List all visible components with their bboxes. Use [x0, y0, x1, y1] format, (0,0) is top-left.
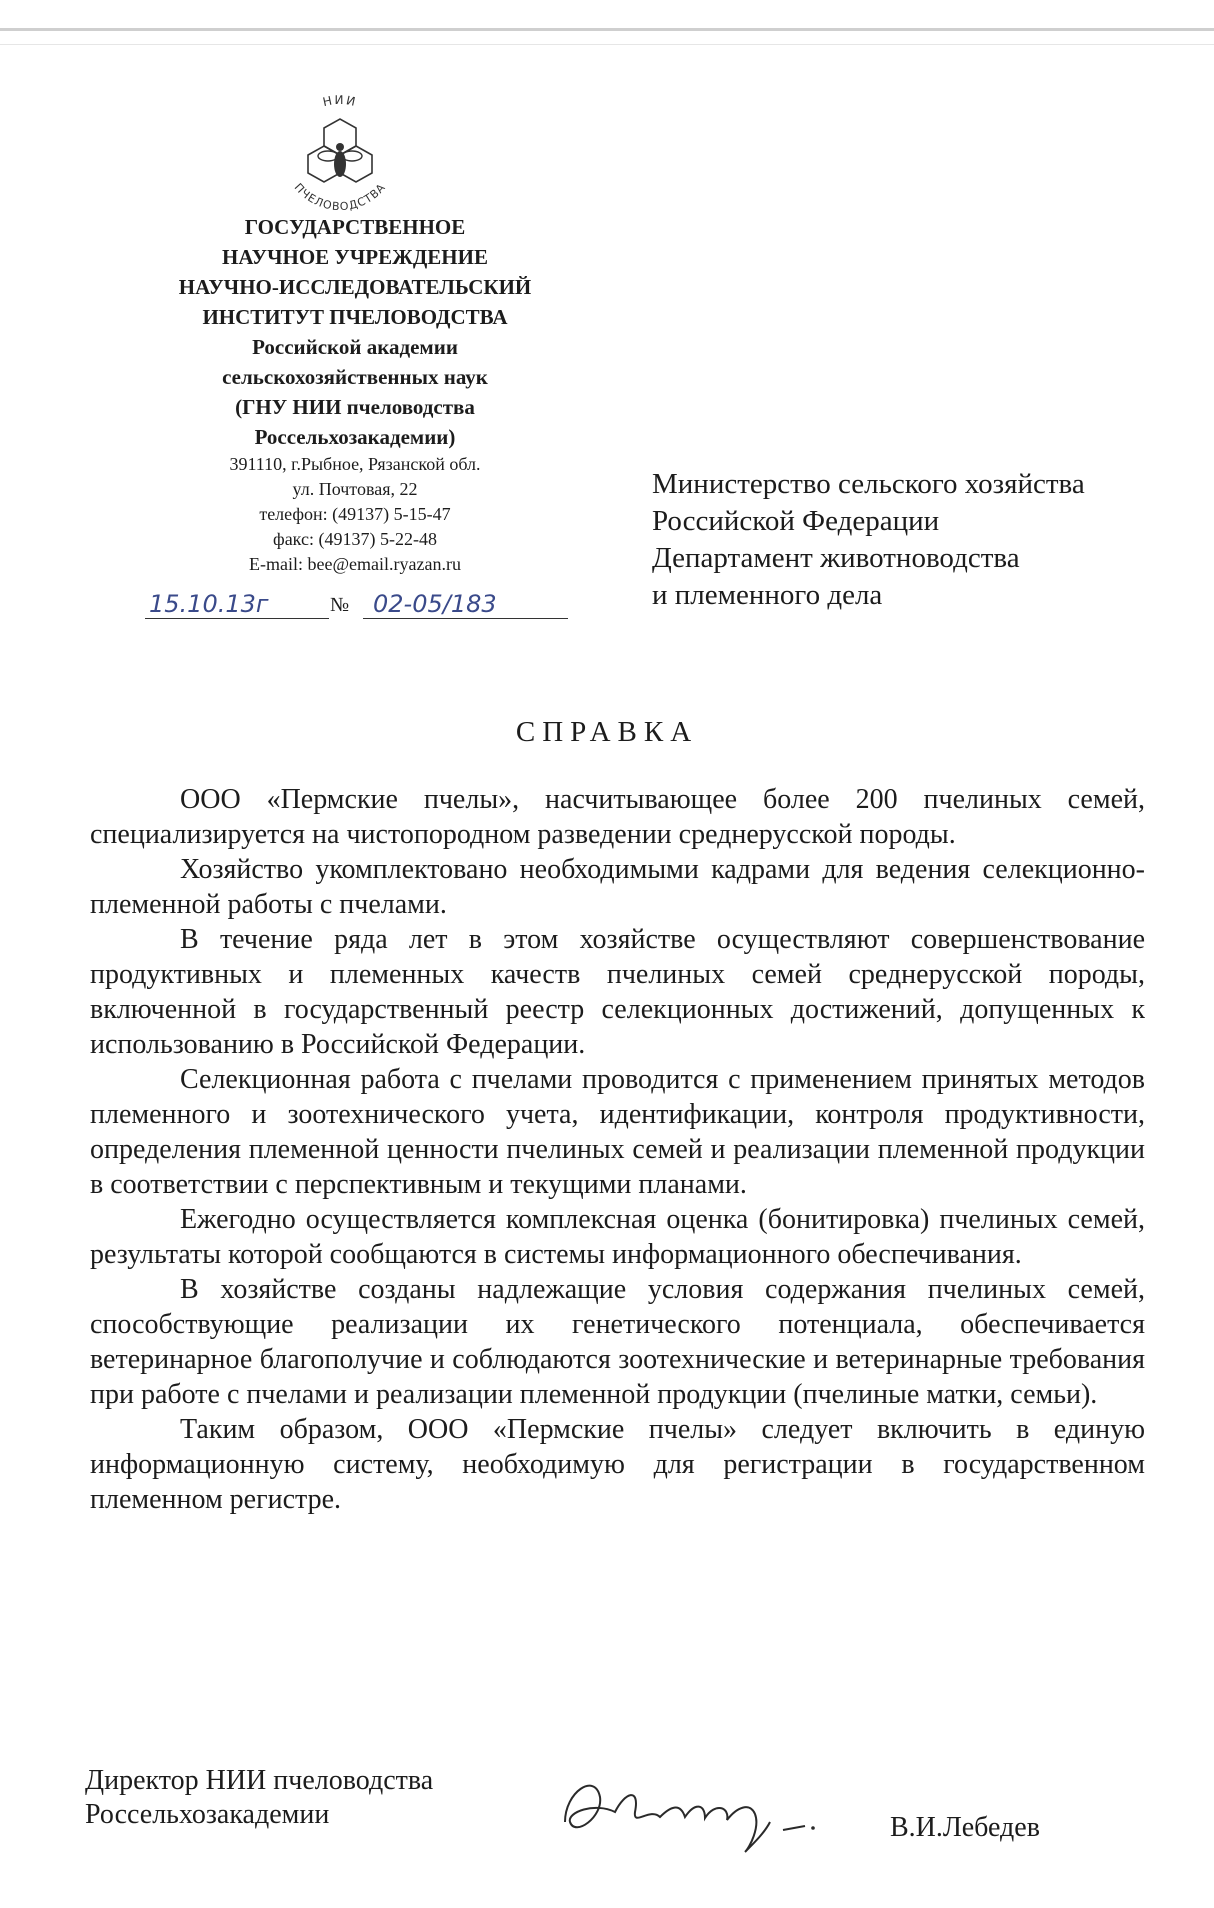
recipient-line: и племенного дела: [652, 579, 883, 611]
handwritten-signature: [555, 1752, 825, 1862]
organization-address: [150, 452, 560, 577]
org-line: ИНСТИТУТ ПЧЕЛОВОДСТВА: [202, 305, 508, 329]
org-line: ГОСУДАРСТВЕННОЕ: [244, 215, 466, 239]
org-line: Россельхозакадемии): [254, 425, 456, 449]
body-paragraph: В течение ряда лет в этом хозяйстве осуществляют совершенствование продуктивных и племенных качеств пчелиных семей среднерусской породы, включенной в государственный реестр селекционных достижений, допущенных к использованию в Российской Федерации.: [90, 924, 1145, 1060]
document-body: [90, 782, 1145, 1517]
signatory-title-line: Директор НИИ пчеловодства: [85, 1765, 434, 1796]
signatory-title: [85, 1764, 433, 1832]
org-line: Российской академии: [252, 335, 458, 359]
body-paragraph: Хозяйство укомплектовано необходимыми кадрами для ведения селекционно-племенной работы с пчелами.: [90, 854, 1145, 920]
svg-text:ПЧЕЛОВОДСТВА: ПЧЕЛОВОДСТВА: [291, 180, 389, 214]
body-paragraph: Таким образом, ООО «Пермские пчелы» следует включить в единую информационную систему, необходимую для регистрации в государственном племенном регистре.: [90, 1414, 1145, 1515]
page-edge: [0, 28, 1214, 31]
recipient-line: Департамент животноводства: [652, 542, 1020, 574]
address-line: ул. Почтовая, 22: [292, 479, 418, 499]
recipient-block: [652, 466, 1172, 614]
phone-line: телефон: (49137) 5-15-47: [259, 504, 451, 524]
registration-date: 15.10.13г: [145, 590, 329, 619]
recipient-line: Министерство сельского хозяйства: [652, 468, 1085, 500]
org-line: НАУЧНОЕ УЧРЕЖДЕНИЕ: [222, 245, 488, 269]
svg-text:НИИ: НИИ: [321, 94, 359, 110]
org-line: (ГНУ НИИ пчеловодства: [235, 395, 475, 419]
registration-number: 02-05/183: [363, 590, 568, 619]
body-paragraph: ООО «Пермские пчелы», насчитывающее более 200 пчелиных семей, специализируется на чистопородном разведении среднерусской породы.: [90, 784, 1145, 850]
bee-icon: [318, 143, 362, 177]
registration-number-label: №: [330, 594, 350, 616]
page-edge-shadow: [0, 44, 1214, 45]
body-paragraph: В хозяйстве созданы надлежащие условия содержания пчелиных семей, способствующие реализации их генетического потенциала, обеспечивается ветеринарное благополучие и соблюдаются зоотехнические и ветеринарные требования при работе с пчелами и реализации племенной продукции (пчелиные матки, семьи).: [90, 1274, 1145, 1410]
document-title: СПРАВКА: [515, 716, 699, 748]
org-line: НАУЧНО-ИССЛЕДОВАТЕЛЬСКИЙ: [178, 275, 532, 299]
address-line: 391110, г.Рыбное, Рязанской обл.: [229, 454, 481, 474]
recipient-line: Российской Федерации: [652, 505, 940, 537]
signatory-name: В.И.Лебедев: [890, 1812, 1040, 1843]
body-paragraph: Селекционная работа с пчелами проводится с применением принятых методов племенного и зоотехнического учета, идентификации, контроля продуктивности, определения племенной ценности пчелиных семей и реализации племенной продукции в соответствии с перспективным и текущими планами.: [90, 1064, 1145, 1200]
institute-logo: [270, 94, 410, 214]
org-line: сельскохозяйственных наук: [222, 365, 488, 389]
body-paragraph: Ежегодно осуществляется комплексная оценка (бонитировка) пчелиных семей, результаты которой сообщаются в системы информационного обеспечивания.: [90, 1204, 1145, 1270]
fax-line: факс: (49137) 5-22-48: [273, 529, 437, 549]
organization-name: [150, 212, 560, 452]
registration-line: [145, 590, 555, 622]
email-line: E-mail: bee@email.ryazan.ru: [249, 554, 461, 574]
signatory-title-line: Россельхозакадемии: [85, 1799, 330, 1830]
